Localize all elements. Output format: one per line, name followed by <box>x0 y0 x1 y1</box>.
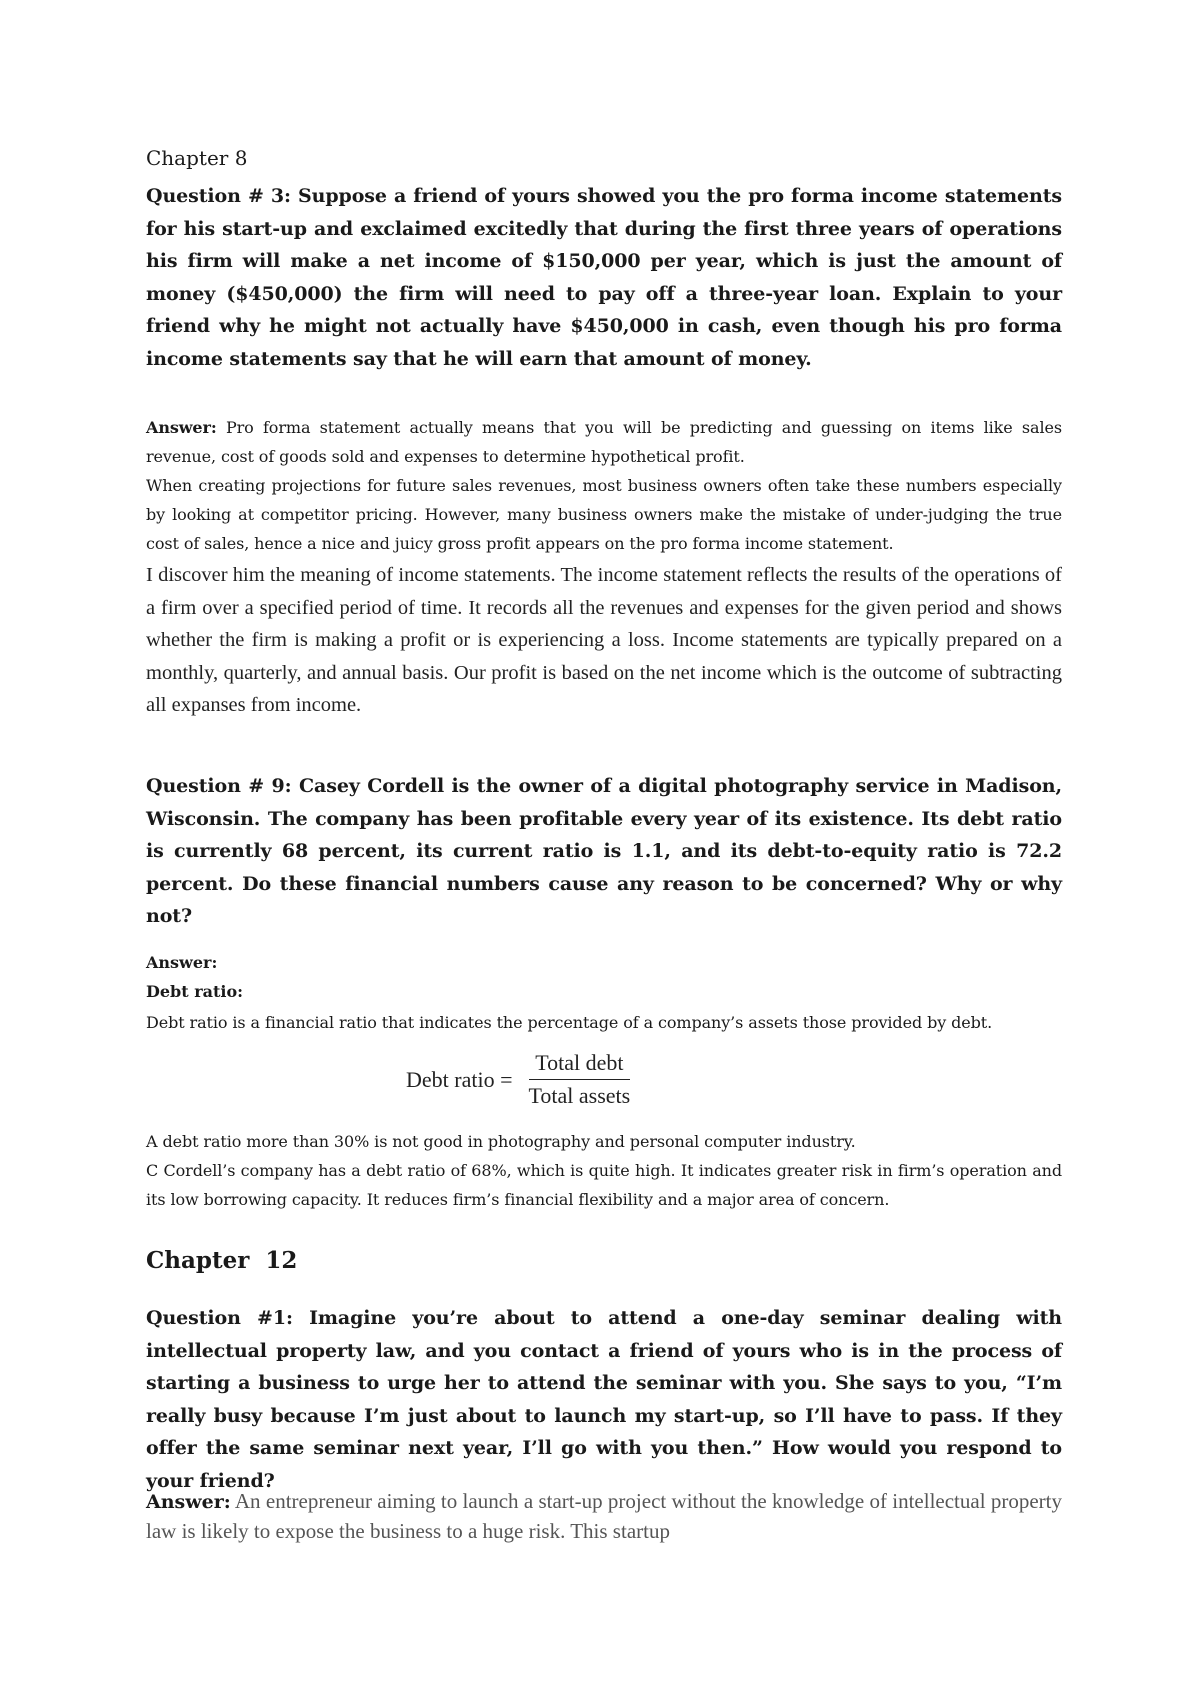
formula-fraction <box>523 1050 637 1109</box>
formula-numerator: Total debt <box>529 1050 629 1080</box>
formula-lhs: Debt ratio = <box>406 1066 513 1092</box>
formula-denominator: Total assets <box>528 1083 631 1108</box>
answer-9-p1: A debt ratio more than 30% is not good in photography and personal computer industry. <box>146 1132 856 1151</box>
debt-ratio-definition: Debt ratio is a financial ratio that indicates the percentage of a company’s assets those provided by debt. <box>146 1013 993 1032</box>
answer-3-intro <box>146 413 1062 471</box>
question-1-label: Question #1: <box>146 1307 293 1329</box>
chapter-8-heading: Chapter 8 <box>146 146 248 170</box>
answer-1-label: Answer: <box>146 1491 231 1513</box>
answer-3-p1: Pro forma statement actually means that you will be predicting and guessing on items like sales revenue, cost of goods sold and expenses to determine hypothetical profit. <box>146 418 1062 466</box>
question-9 <box>146 770 1062 933</box>
answer-3-p2: When creating projections for future sales revenues, most business owners often take these numbers especially by looking at competitor pricing. However, many business owners make the mistake of under-judging the true cost of sales, hence a nice and juicy gross profit appears on the pro forma income statement. <box>146 476 1062 553</box>
answer-1-text: An entrepreneur aiming to launch a start-up project without the knowledge of intellectual property law is likely to expose the business to a huge risk. This startup <box>146 1489 1062 1543</box>
answer-3-p2b-text: I discover him the meaning of income statements. The income statement reflects the results of the operations of a firm over a specified period of time. It records all the revenues and expenses for the given period and shows whether the firm is making a profit or is experiencing a loss. Income statements are typically prepared on a monthly, quarterly, and annual basis. Our profit is based on the net income which is the outcome of subtracting all expanses from income. <box>146 564 1062 716</box>
debt-ratio-formula <box>406 1050 636 1109</box>
question-3-text: Suppose a friend of yours showed you the pro forma income statements for his start-up and exclaimed excitedly that during the first three years of operations his firm will make a net income of $150,000 per year, which is just the amount of money ($450,000) the firm will need to pay off a three-year loan. Explain to your friend why he might not actually have $450,000 in cash, even though his pro forma income statements say that he will earn that amount of money. <box>146 185 1062 370</box>
debt-ratio-subheading: Debt ratio: <box>146 982 244 1001</box>
question-3-label: Question # 3: <box>146 185 291 207</box>
answer-3-label: Answer: <box>146 418 217 437</box>
answer-1 <box>146 1487 1062 1546</box>
question-3 <box>146 180 1062 375</box>
answer-3-p2b <box>146 559 1062 722</box>
chapter-12-heading: Chapter 12 <box>146 1247 298 1274</box>
answer-9-label: Answer: <box>146 953 218 972</box>
answer-9-p2: C Cordell’s company has a debt ratio of 68%, which is quite high. It indicates greater risk in firm’s operation and its low borrowing capacity. It reduces firm’s financial flexibility and a major area of concern. <box>146 1161 1062 1209</box>
question-9-text: Casey Cordell is the owner of a digital photography service in Madison, Wisconsin. The company has been profitable every year of its existence. Its debt ratio is currently 68 percent, its current ratio is 1.1, and its debt-to-equity ratio is 72.2 percent. Do these financial numbers cause any reason to be concerned? Why or why not? <box>146 775 1062 927</box>
question-9-label: Question # 9: <box>146 775 292 797</box>
question-1-text: Imagine you’re about to attend a one-day seminar dealing with intellectual property law, and you contact a friend of yours who is in the process of starting a business to urge her to attend the seminar with you. She says to you, “I’m really busy because I’m just about to launch my start-up, so I’ll have to pass. If they offer the same seminar next year, I’ll go with you then.” How would you respond to your friend? <box>146 1307 1063 1492</box>
question-1 <box>146 1302 1062 1497</box>
